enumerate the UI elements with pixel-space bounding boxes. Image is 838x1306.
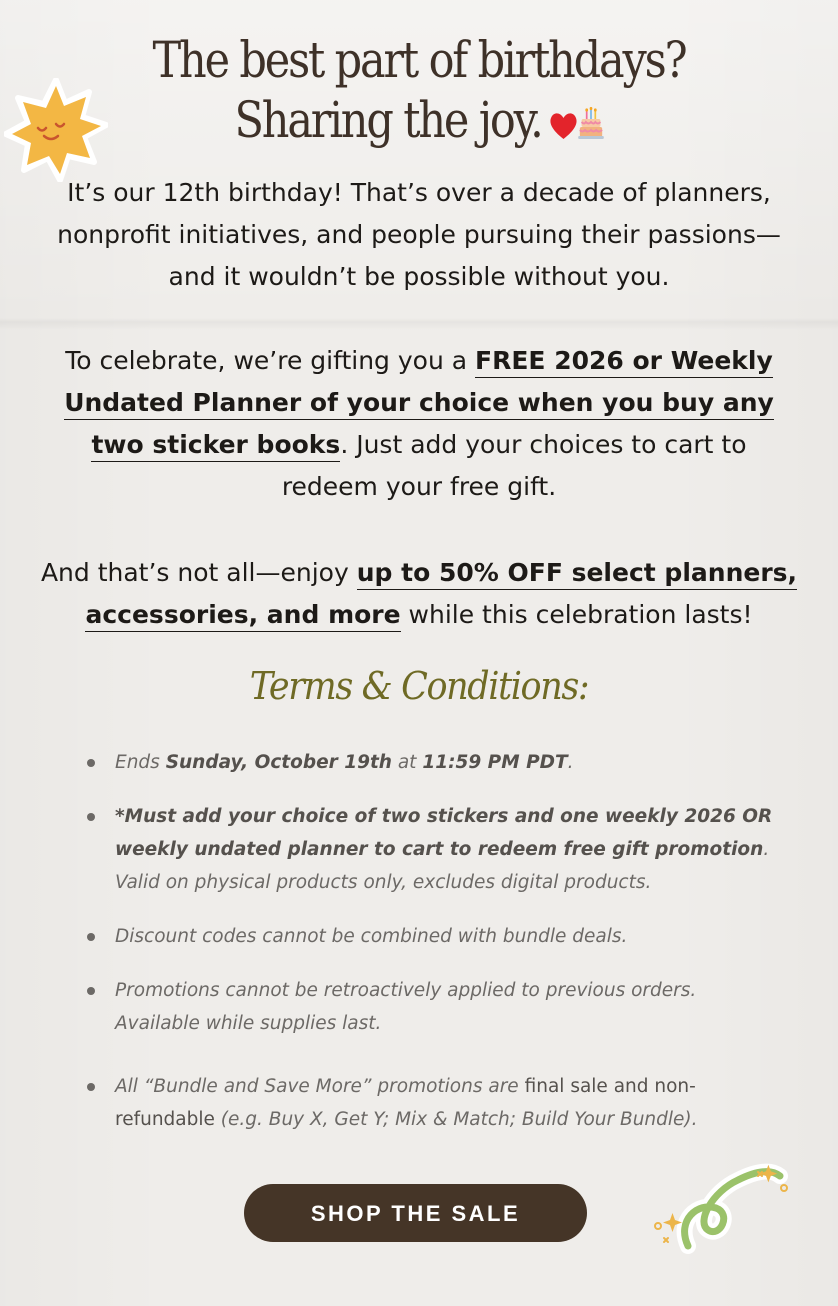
confetti-squiggle-icon [646, 1150, 796, 1260]
terms-list [84, 746, 784, 1136]
terms-item: All “Bundle and Save More” promotions are final sale and non-refundable (e.g. Buy X, Get Y; Mix & Match; Build Your Bundle). [84, 1070, 784, 1136]
heart-icon [548, 111, 577, 141]
sale-link[interactable]: up to 50% OFF select planners, accessories, and more [85, 558, 797, 632]
offer-paragraph: To celebrate, we’re gifting you a FREE 2026 or Weekly Undated Planner of your choice when you buy any two sticker books. Just add your choices to cart to redeem your free gift. [64, 346, 774, 501]
emoji-group [548, 94, 603, 154]
headline-line-2: Sharing the joy. [59, 90, 780, 154]
headline [59, 30, 780, 154]
terms-item: Discount codes cannot be combined with bundle deals. [84, 920, 784, 953]
terms-item: Ends Sunday, October 19th at 11:59 PM PDT. [84, 746, 784, 779]
shop-the-sale-button[interactable]: SHOP THE SALE [244, 1184, 587, 1242]
intro-paragraph: It’s our 12th birthday! That’s over a decade of planners, nonprofit initiatives, and people pursuing their passions—and it wouldn’t be possible without you. [57, 178, 781, 291]
terms-item: Promotions cannot be retroactively applied to previous orders. Available while supplies last. [84, 974, 784, 1040]
free-planner-link[interactable]: FREE 2026 or Weekly Undated Planner of your choice when you buy any two sticker books [64, 346, 774, 462]
terms-item: *Must add your choice of two stickers and one weekly 2026 OR weekly undated planner to cart to redeem free gift promotion. Valid on physical products only, excludes digital products. [84, 800, 784, 899]
headline-line-1: The best part of birthdays? [152, 31, 686, 89]
terms-title: Terms & Conditions: [249, 664, 589, 708]
discount-paragraph: And that’s not all—enjoy up to 50% OFF select planners, accessories, and more while this celebration lasts! [40, 552, 798, 636]
birthday-cake-icon [578, 107, 604, 141]
